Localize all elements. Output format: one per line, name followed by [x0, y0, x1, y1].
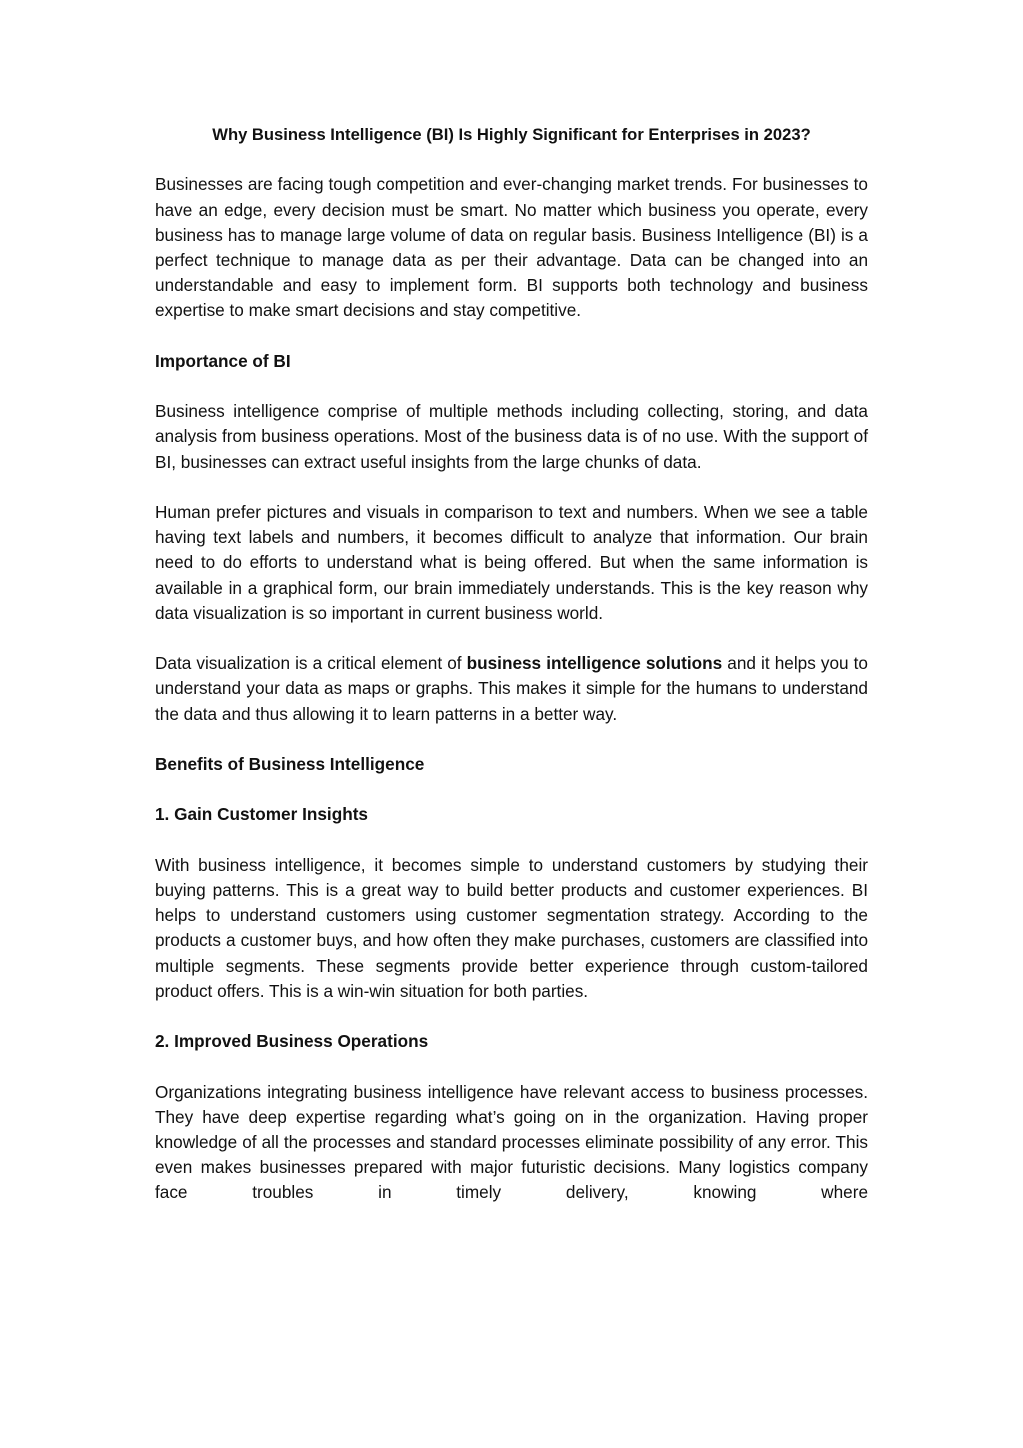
benefit-2-heading: 2. Improved Business Operations: [155, 1031, 429, 1052]
importance-p3-text-after: and it helps you to understand your data as maps or graphs. This makes it simple for the humans to understand the data and thus allowing it to learn patterns in a better way.: [155, 653, 868, 724]
benefit-1-heading: 1. Gain Customer Insights: [155, 804, 368, 825]
importance-paragraph-3: [155, 651, 868, 727]
importance-p3-text-before: Data visualization is a critical element of: [155, 653, 467, 674]
benefits-heading: Benefits of Business Intelligence: [155, 753, 425, 774]
document-title: Why Business Intelligence (BI) Is Highly Significant for Enterprises in 2023?: [212, 125, 811, 144]
document-page: [155, 122, 868, 1231]
intro-paragraph: Businesses are facing tough competition and ever-changing market trends. For businesses to have an edge, every decision must be smart. No matter which business you operate, every business has to manage large volume of data on regular basis. Business Intelligence (BI) is a perfect technique to manage data as per their advantage. Data can be changed into an understandable and easy to implement form. BI supports both technology and business expertise to make smart decisions and stay competitive.: [155, 174, 868, 321]
benefit-1-paragraph: With business intelligence, it becomes simple to understand customers by studying their buying patterns. This is a great way to build better products and customer experiences. BI helps to understand customers using customer segmentation strategy. According to the products a customer buys, and how often they make purchases, customers are classified into multiple segments. These segments provide better experience through custom-tailored product offers. This is a win-win situation for both parties.: [155, 854, 868, 1001]
importance-paragraph-1: Business intelligence comprise of multiple methods including collecting, storing, and data analysis from business operations. Most of the business data is of no use. With the support of BI, businesses can extract useful insights from the large chunks of data.: [155, 401, 868, 472]
importance-heading: Importance of BI: [155, 350, 291, 371]
benefit-2-paragraph: Organizations integrating business intelligence have relevant access to business processes. They have deep expertise regarding what’s going on in the organization. Having proper knowledge of all the processes and standard processes eliminate possibility of any error. This even makes businesses prepared with major futuristic decisions. Many logistics company face troubles in timely delivery, knowing where: [155, 1081, 868, 1203]
importance-paragraph-2: Human prefer pictures and visuals in comparison to text and numbers. When we see a table having text labels and numbers, it becomes difficult to analyze that information. Our brain need to do efforts to understand what is being offered. But when the same information is available in a graphical form, our brain immediately understands. This is the key reason why data visualization is so important in current business world.: [155, 501, 868, 623]
bi-solutions-emphasis: business intelligence solutions: [466, 653, 723, 674]
